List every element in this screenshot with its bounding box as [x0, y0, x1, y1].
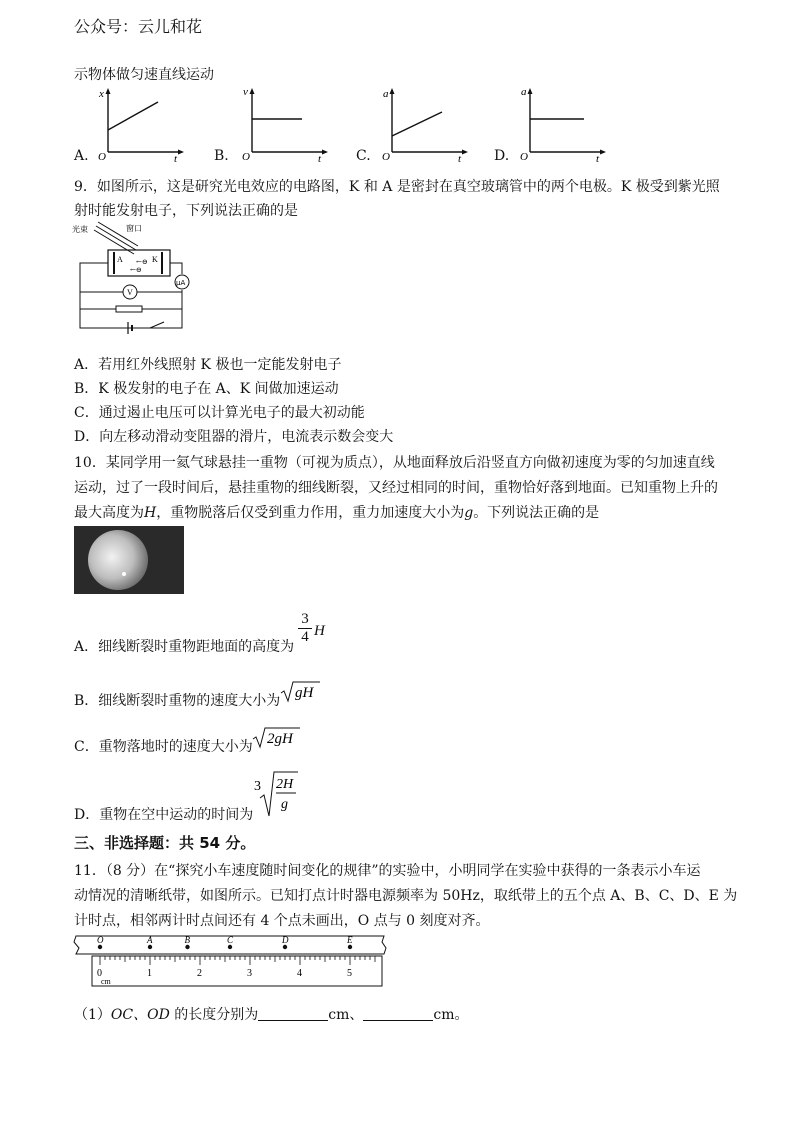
origin-label: O [382, 151, 390, 163]
ylabel: a [521, 86, 527, 98]
electron-symbol-1: ←⊖ [136, 258, 148, 266]
sqrt-gH: gH [295, 685, 314, 701]
light-beam-label: 光束 [72, 225, 88, 234]
x-arrow [322, 150, 328, 155]
q10-line3-a: 最大高度为 [74, 505, 144, 521]
q10-b-sqrt [280, 680, 320, 704]
q1-prefix: （1） [74, 1007, 111, 1023]
q9-option-b: B．K 极发射的电子在 A、K 间做加速运动 [74, 381, 339, 397]
origin-label: O [242, 151, 250, 163]
origin-label: O [520, 151, 528, 163]
q11-stem-line3: 计时点，相邻两计时点间还有 4 个点未画出，O 点与 0 刻度对齐。 [74, 913, 490, 929]
window-label: 窗口 [126, 224, 142, 233]
tape-point-a [148, 945, 152, 949]
y-arrow [250, 88, 255, 94]
balloon-photo [74, 526, 184, 594]
electron-symbol-2: ←⊖ [130, 266, 142, 274]
q10-stem-line2: 运动，过了一段时间后，悬挂重物的细线断裂，又经过相同的时间，重物恰好落到地面。已知重物上升的 [74, 480, 718, 496]
tape-point-label-e: E [347, 935, 353, 945]
q1-text: 的长度分别为 [169, 1007, 259, 1023]
q10-stem-line3 [74, 502, 599, 522]
q1-unit-1: cm、 [328, 1007, 364, 1023]
q10-option-c [74, 736, 253, 756]
tape-point-e [348, 945, 352, 949]
ruler-body [92, 956, 382, 986]
tape-point-o [98, 945, 102, 949]
microammeter-label: μA [176, 279, 186, 287]
wire-right [170, 263, 182, 274]
tape-point-c [228, 945, 232, 949]
frac-denominator: 4 [301, 629, 309, 645]
q8-graph-d [518, 86, 608, 165]
cathode-label: K [152, 255, 158, 264]
ruler-tick-label-1: 1 [147, 968, 152, 979]
q10-option-c-text: C．重物落地时的速度大小为 [74, 739, 253, 755]
root-coef: 3 [254, 779, 261, 794]
ruler-tick-label-3: 3 [247, 968, 252, 979]
answer-blank-oc[interactable] [258, 1006, 328, 1021]
q10-line3-c: 。下列说法正确的是 [473, 505, 600, 521]
ruler-tick-label-4: 4 [297, 968, 302, 979]
q9-stem-line1: 9．如图所示，这是研究光电效应的电路图，K 和 A 是密封在真空玻璃管中的两个电极。K 极受到紫光照 [74, 179, 720, 195]
ruler-unit: cm [101, 977, 111, 986]
y-arrow [390, 88, 395, 94]
q9-stem-line2: 射时能发射电子，下列说法正确的是 [74, 203, 298, 219]
q10-option-b-text: B．细线断裂时重物的速度大小为 [74, 693, 281, 709]
x-arrow [462, 150, 468, 155]
q11-stem-line1: 11．（8 分）在“探究小车速度随时间变化的规律”的实验中，小明同学在实验中获得的一条表示小车运 [74, 863, 701, 879]
paper-tape-ruler-figure [72, 932, 392, 988]
q8-stem-tail: 示物体做匀速直线运动 [74, 67, 214, 83]
q8-graph-b [240, 86, 330, 165]
balloon [88, 530, 148, 590]
q8-option-d-letter: D. [494, 148, 510, 164]
ylabel: v [243, 86, 248, 98]
q8-option-b-letter: B. [214, 148, 229, 164]
xlabel: t [174, 153, 178, 165]
tape-point-label-b: B [184, 935, 190, 945]
q10-frac [298, 611, 312, 646]
graph-line [392, 112, 442, 136]
tape-point-label-a: A [147, 935, 153, 945]
ruler-tick-label-0: 0 [97, 968, 102, 979]
tape-point-b [185, 945, 189, 949]
y-arrow [106, 88, 111, 94]
ylabel: x [99, 88, 104, 100]
q8-option-c-letter: C. [356, 148, 371, 164]
q9-option-a: A．若用红外线照射 K 极也一定能发射电子 [74, 357, 342, 373]
tape-point-label-c: C [227, 935, 234, 945]
q9-option-d: D．向左移动滑动变阻器的滑片，电流表示数会变大 [74, 429, 394, 445]
xlabel: t [596, 153, 600, 165]
frac-2H: 2H [276, 777, 294, 792]
q10-line3-H: H [144, 505, 157, 521]
weight [122, 572, 126, 576]
section-3-title: 三、非选择题：共 54 分。 [74, 834, 256, 852]
q10-stem-line1: 10．某同学用一氦气球悬挂一重物（可视为质点），从地面释放后沿竖直方向做初速度为零的匀加速直线 [74, 455, 715, 471]
q1-unit-2: cm。 [433, 1007, 469, 1023]
q10-a-H: H [314, 623, 325, 639]
q10-option-a [74, 636, 294, 656]
q10-option-a-text: A．细线断裂时重物距地面的高度为 [74, 639, 295, 655]
ylabel: a [383, 88, 389, 100]
x-arrow [178, 150, 184, 155]
q10-c-sqrt [252, 726, 302, 750]
q1-segments: OC、OD [110, 1007, 170, 1023]
q10-option-d-text: D．重物在空中运动的时间为 [74, 807, 254, 823]
graph-line [108, 102, 158, 130]
q10-line3-b: ，重物脱落后仅受到重力作用，重力加速度大小为 [156, 505, 465, 521]
q9-circuit-figure [72, 222, 202, 334]
xlabel: t [458, 153, 462, 165]
anode-label: A [117, 255, 123, 264]
q10-d-root [254, 768, 314, 820]
q8-graph-c [380, 86, 470, 165]
sqrt-2gH: 2gH [267, 731, 293, 747]
voltmeter-label: V [127, 288, 133, 297]
x-arrow [600, 150, 606, 155]
y-arrow [528, 88, 533, 94]
switch [150, 322, 164, 328]
origin-label: O [98, 151, 106, 163]
q8-graph-a [96, 86, 186, 165]
answer-blank-od[interactable] [363, 1006, 433, 1021]
q9-option-c: C．通过遏止电压可以计算光电子的最大初动能 [74, 405, 365, 421]
q10-option-d [74, 804, 253, 824]
tape-point-d [283, 945, 287, 949]
q8-option-a-letter: A. [74, 148, 89, 164]
ruler-tick-label-5: 5 [347, 968, 352, 979]
frac-numerator: 3 [301, 611, 309, 627]
xlabel: t [318, 153, 322, 165]
frac-g: g [281, 797, 288, 812]
tape-point-label-d: D [282, 935, 289, 945]
q10-option-b [74, 690, 280, 710]
q11-question-1 [74, 1004, 469, 1024]
q10-line3-g: g [464, 505, 474, 521]
tape-point-label-o: O [97, 935, 104, 945]
ruler-tick-label-2: 2 [197, 968, 202, 979]
q11-stem-line2: 动情况的清晰纸带，如图所示。已知打点计时器电源频率为 50Hz，取纸带上的五个点 A、B、C、D、E 为 [74, 888, 738, 904]
page-header: 公众号：云儿和花 [74, 17, 203, 36]
